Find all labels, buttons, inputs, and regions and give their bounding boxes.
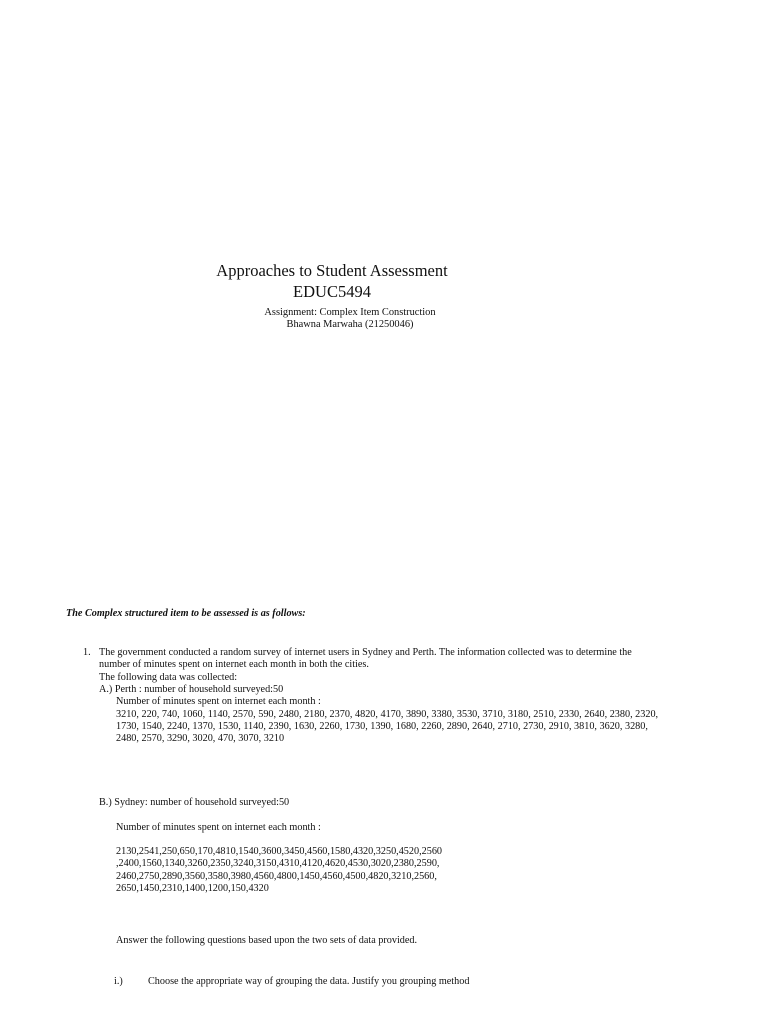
- sydney-data-line-2: ,2400,1560,1340,3260,2350,3240,3150,4310,4120,4620,4530,3020,2380,2590,: [116, 858, 440, 869]
- assignment-name: Assignment: Complex Item Construction: [264, 307, 436, 318]
- perth-data-line-3: 2480, 2570, 3290, 3020, 470, 3070, 3210: [116, 733, 285, 744]
- sydney-data-line-3: 2460,2750,2890,3560,3580,3980,4560,4800,1450,4560,4500,4820,3210,2560,: [116, 871, 437, 882]
- document-title: Approaches to Student Assessment: [216, 261, 448, 280]
- sydney-label: B.) Sydney: number of household surveyed:50: [99, 797, 290, 808]
- sydney-data-line-4: 2650,1450,2310,1400,1200,150,4320: [116, 883, 269, 894]
- intro-heading: The Complex structured item to be assessed is as follows:: [66, 608, 306, 619]
- question-text-line-1: The government conducted a random survey of internet users in Sydney and Perth. The information collected was to determine the: [99, 647, 632, 658]
- sydney-minutes-label: Number of minutes spent on internet each month :: [116, 822, 321, 833]
- course-code: EDUC5494: [293, 282, 371, 301]
- question-text-line-2: number of minutes spent on internet each month in both the cities.: [99, 659, 369, 670]
- answer-instruction: Answer the following questions based upon the two sets of data provided.: [116, 935, 418, 946]
- subquestion-number: i.): [114, 976, 123, 987]
- perth-data-line-2: 1730, 1540, 2240, 1370, 1530, 1140, 2390, 1630, 2260, 1730, 1390, 1680, 2260, 2890, 2640, 2710, 2730, 2910, 3810, 3620, 3280,: [116, 721, 648, 732]
- perth-data-line-1: 3210, 220, 740, 1060, 1140, 2570, 590, 2480, 2180, 2370, 4820, 4170, 3890, 3380, 3530, 3710, 3180, 2510, 2330, 2640, 2380, 2320,: [116, 709, 659, 720]
- sydney-data-line-1: 2130,2541,250,650,170,4810,1540,3600,3450,4560,1580,4320,3250,4520,2560: [116, 846, 442, 857]
- subquestion-text: Choose the appropriate way of grouping the data. Justify you grouping method: [148, 976, 470, 987]
- author-line: Bhawna Marwaha (21250046): [286, 319, 414, 330]
- perth-label: A.) Perth : number of household surveyed:50: [99, 684, 284, 695]
- question-number: 1.: [83, 647, 91, 658]
- perth-minutes-label: Number of minutes spent on internet each month :: [116, 696, 321, 707]
- question-text-line-3: The following data was collected:: [99, 672, 238, 683]
